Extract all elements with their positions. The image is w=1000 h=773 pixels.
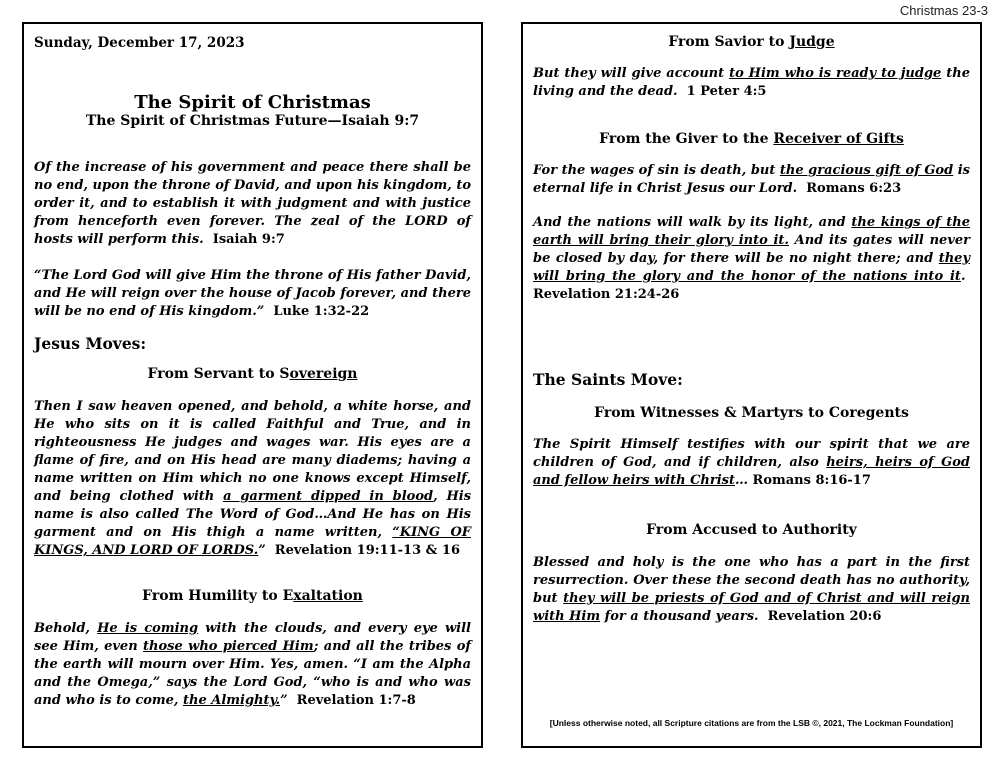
verse-reference: Romans 6:23 bbox=[806, 181, 902, 196]
subheading-savior-to-judge: From Savior to Judge bbox=[668, 34, 835, 50]
verse-revelation-1: Behold, He is coming with the clouds, and every eye will see Him, even those who pierced Him; and all the tribes of the earth will mourn over Him. Yes, amen. “I am the Alpha and the Omega,” says the Lord God, “who is and who was and who is to come, the Almighty.” Revelation 1:7-8 bbox=[34, 621, 472, 708]
verse-reference: Revelation 19:11-13 & 16 bbox=[274, 543, 460, 558]
verse-reference: Luke 1:32-22 bbox=[273, 304, 370, 319]
left-bulletin-panel bbox=[22, 22, 483, 748]
verse-romans-8: The Spirit Himself testifies with our spirit that we are children of God, and if children, also heirs, heirs of God and fellow heirs with Christ… Romans 8:16-17 bbox=[533, 437, 970, 488]
verse-isaiah: Of the increase of his government and peace there shall be no end, upon the throne of David, and upon his kingdom, to order it, and to establish it with judgment and with justice from henceforth even forever. The zeal of the LORD of hosts will perform this. Isaiah 9:7 bbox=[34, 160, 471, 247]
section-heading-jesus-moves: Jesus Moves: bbox=[34, 334, 147, 353]
verse-luke: “The Lord God will give Him the throne of His father David, and He will reign over the house of Jacob forever, and there will be no end of His kingdom.” Luke 1:32-22 bbox=[34, 268, 471, 319]
service-date: Sunday, December 17, 2023 bbox=[34, 35, 245, 51]
section-heading-saints-move: The Saints Move: bbox=[533, 370, 683, 389]
verse-reference: Revelation 20:6 bbox=[767, 609, 882, 624]
verse-1-peter: But they will give account to Him who is ready to judge the living and the dead. 1 Peter 4:5 bbox=[533, 66, 970, 99]
subheading-giver-to-receiver: From the Giver to the Receiver of Gifts bbox=[599, 131, 904, 147]
verse-reference: Revelation 1:7-8 bbox=[296, 693, 416, 708]
verse-reference: Isaiah 9:7 bbox=[212, 232, 285, 247]
verse-revelation-21: And the nations will walk by its light, and the kings of the earth will bring their glory into it. And its gates will never be closed by day, for there will be no night there; and they will bring the glory and the honor of the nations into it. Revelation 21:24-26 bbox=[533, 215, 971, 302]
subheading-humility-to-exaltation: From Humility to Exaltation bbox=[142, 588, 363, 604]
subheading-accused-to-authority: From Accused to Authority bbox=[646, 522, 857, 538]
verse-revelation-19: Then I saw heaven opened, and behold, a white horse, and He who sits on it is called Faithful and True, and in righteousness He judges and wages war. His eyes are a flame of fire, and on His head are many diadems; having a name written on Him which no one knows except Himself, and being clothed with a garment dipped in blood, His name is also called The Word of God…And He has on His garment and on His thigh a name written, “KING OF KINGS, AND LORD OF LORDS.” Revelation 19:11-13 & 16 bbox=[34, 399, 472, 558]
verse-reference: Romans 8:16-17 bbox=[752, 473, 871, 488]
scripture-citation-note: [Unless otherwise noted, all Scripture citations are from the LSB ©, 2021, The Lockman Foundation] bbox=[549, 718, 954, 728]
subheading-servant-to-sovereign: From Servant to Sovereign bbox=[147, 366, 358, 382]
verse-romans-6: For the wages of sin is death, but the gracious gift of God is eternal life in Christ Jesus our Lord. Romans 6:23 bbox=[533, 163, 970, 196]
subheading-witnesses-to-coregents: From Witnesses & Martyrs to Coregents bbox=[594, 405, 909, 421]
verse-revelation-20: Blessed and holy is the one who has a part in the first resurrection. Over these the second death has no authority, but they will be priests of God and of Christ and will reign with Him for a thousand years. Revelation 20:6 bbox=[533, 555, 971, 624]
right-bulletin-panel bbox=[521, 22, 982, 748]
sermon-subtitle: The Spirit of Christmas Future—Isaiah 9:7 bbox=[85, 113, 420, 129]
verse-reference: Revelation 21:24-26 bbox=[533, 287, 680, 302]
verse-reference: 1 Peter 4:5 bbox=[686, 84, 767, 99]
sermon-title: The Spirit of Christmas bbox=[134, 92, 371, 113]
page-label: Christmas 23-3 bbox=[899, 3, 988, 18]
